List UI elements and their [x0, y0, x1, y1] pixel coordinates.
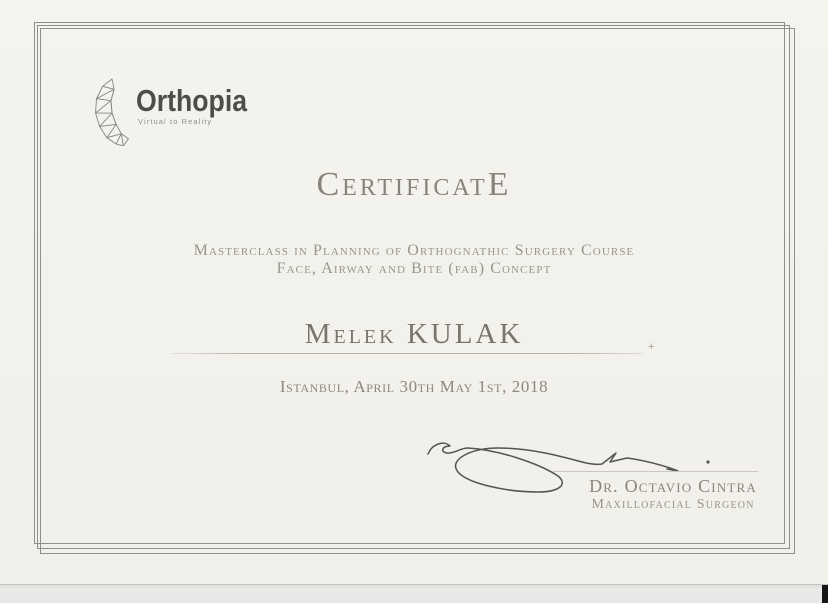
orthopia-logo — [94, 78, 265, 146]
course-title-line1: Masterclass in Planning of Orthognathic Surgery Course — [193, 242, 635, 259]
crescent-wireframe-icon — [94, 78, 130, 146]
signer-name: Dr. Octavio Cintra — [589, 476, 757, 496]
underline-end-mark: + — [648, 341, 655, 353]
recipient-name-underline — [171, 353, 643, 354]
signer-block — [589, 475, 757, 513]
recipient-name: Melek KULAK — [304, 318, 524, 350]
logo-tagline: Virtual to Reality — [138, 117, 213, 126]
signature-rule — [553, 471, 758, 472]
logo-brand-text: Orthopia — [136, 83, 248, 118]
location-date: Istanbul, April 30th May 1st, 2018 — [279, 377, 549, 396]
signer-title: Maxillofacial Surgeon — [591, 497, 755, 512]
certificate-title: CertificatE — [316, 166, 512, 203]
scanner-bed-strip — [0, 584, 828, 603]
course-title-line2: Face, Airway and Bite (fab) Concept — [276, 260, 552, 277]
scanner-edge-mark — [822, 585, 828, 603]
